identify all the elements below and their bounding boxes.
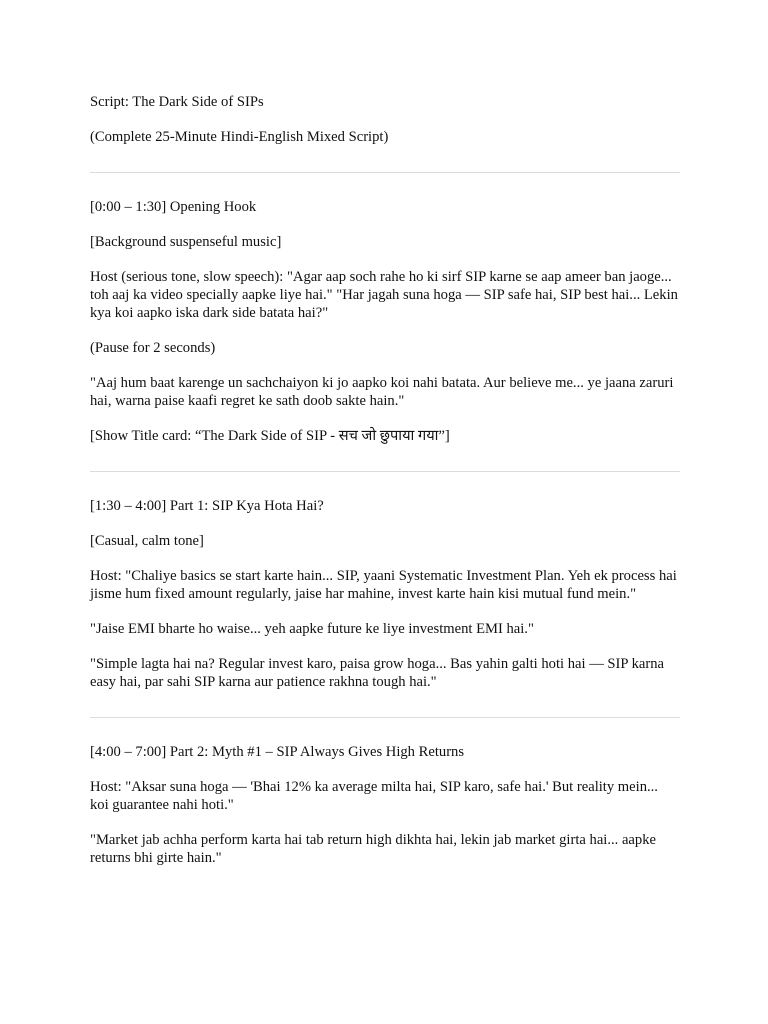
section-heading: [4:00 – 7:00] Part 2: Myth #1 – SIP Always Gives High Returns bbox=[90, 744, 465, 760]
section-part-1 bbox=[90, 497, 680, 691]
paragraph: [Casual, calm tone] bbox=[90, 533, 204, 549]
paragraph: "Market jab achha perform karta hai tab return high dikhta hai, lekin jab market girta hai... aapke returns bhi girte hain." bbox=[90, 832, 656, 866]
section-divider bbox=[90, 172, 680, 173]
paragraph: "Aaj hum baat karenge un sachchaiyon ki jo aapko koi nahi batata. Aur believe me... ye jaana zaruri hai, warna paise kaafi regret ke sath doob sakte hain." bbox=[90, 375, 674, 409]
paragraph: Host: "Chaliye basics se start karte hain... SIP, yaani Systematic Investment Plan. Yeh ek process hai jisme hum fixed amount regularly, jaise har mahine, invest karte hain kisi mutual fund mein." bbox=[90, 568, 677, 602]
paragraph: [Show Title card: “The Dark Side of SIP - सच जो छुपाया गया”] bbox=[90, 428, 450, 444]
document-subtitle: (Complete 25-Minute Hindi-English Mixed Script) bbox=[90, 129, 389, 145]
section-divider bbox=[90, 717, 680, 718]
paragraph: "Simple lagta hai na? Regular invest karo, paisa grow hoga... Bas yahin galti hoti hai — SIP karna easy hai, par sahi SIP karna aur patience rakhna tough hai." bbox=[90, 656, 665, 690]
paragraph: Host (serious tone, slow speech): "Agar aap soch rahe ho ki sirf SIP karne se aap ameer ban jaoge... toh aaj ka video specially aapke liye hai." "Har jagah suna hoga — SIP safe hai, SIP best hai... Lekin kya koi aapko iska dark side batata hai?" bbox=[90, 269, 678, 321]
section-heading: [0:00 – 1:30] Opening Hook bbox=[90, 199, 257, 215]
paragraph: (Pause for 2 seconds) bbox=[90, 340, 216, 356]
section-part-2 bbox=[90, 743, 680, 867]
document-title: Script: The Dark Side of SIPs bbox=[90, 94, 264, 110]
section-opening-hook bbox=[90, 198, 680, 445]
section-heading: [1:30 – 4:00] Part 1: SIP Kya Hota Hai? bbox=[90, 498, 324, 514]
paragraph: Host: "Aksar suna hoga — 'Bhai 12% ka average milta hai, SIP karo, safe hai.' But reality mein... koi guarantee nahi hoti." bbox=[90, 779, 658, 813]
section-divider bbox=[90, 471, 680, 472]
document-page bbox=[90, 93, 680, 884]
paragraph: [Background suspenseful music] bbox=[90, 234, 282, 250]
paragraph: "Jaise EMI bharte ho waise... yeh aapke future ke liye investment EMI hai." bbox=[90, 621, 534, 637]
